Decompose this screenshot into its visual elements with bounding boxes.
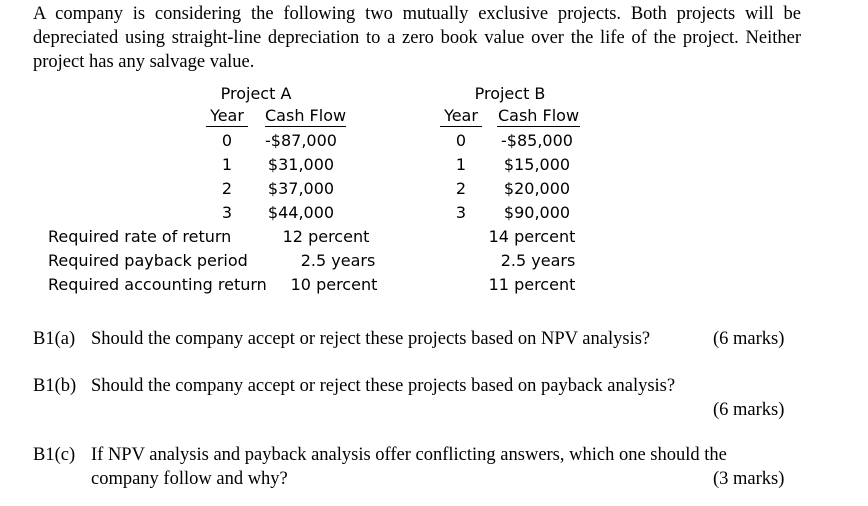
project-a-year-3: 3 (221, 203, 233, 222)
project-b-year-0: 0 (455, 131, 467, 150)
project-a-payback: 2.5 years (300, 251, 376, 270)
question-b-text: Should the company accept or reject these projects based on payback analysis? (91, 376, 676, 396)
question-c-text-line1: If NPV analysis and payback analysis offer conflicting answers, which one should the (91, 445, 727, 465)
project-a-cash-1: $31,000 (267, 155, 335, 174)
question-a-label: B1(a) (33, 329, 76, 349)
project-b-year-1: 1 (455, 155, 467, 174)
project-b-year-2: 2 (455, 179, 467, 198)
project-b-cash-1: $15,000 (503, 155, 571, 174)
project-a-cash-0: -$87,000 (265, 131, 337, 150)
question-c-label: B1(c) (33, 445, 76, 465)
project-b-cash-header: Cash Flow (497, 106, 580, 125)
required-payback-label: Required payback period (48, 251, 248, 270)
project-b-cash-2: $20,000 (503, 179, 571, 198)
project-a-title: Project A (220, 84, 292, 103)
question-c-text-line2: company follow and why? (91, 469, 288, 489)
project-a-cash-header: Cash Flow (265, 106, 347, 125)
project-b-cash-0: -$85,000 (501, 131, 573, 150)
project-b-required-rate: 14 percent (488, 227, 576, 246)
required-accounting-label: Required accounting return (48, 275, 267, 294)
project-a-year-2: 2 (221, 179, 233, 198)
project-b-accounting: 11 percent (488, 275, 576, 294)
intro-paragraph: A company is considering the following two mutually exclusive projects. Both projects will be depreciated using straight-line depreciation to a zero book value over the life of the project. Neither project has any salvage value. (33, 4, 801, 72)
project-b-year-3: 3 (455, 203, 467, 222)
project-a-required-rate: 12 percent (282, 227, 370, 246)
project-a-year-1: 1 (221, 155, 233, 174)
required-rate-label: Required rate of return (48, 227, 232, 246)
project-a-cash-2: $37,000 (267, 179, 335, 198)
question-a-text: Should the company accept or reject these projects based on NPV analysis? (91, 329, 651, 349)
project-a-year-header: Year (206, 105, 248, 127)
project-b-title: Project B (474, 84, 546, 103)
project-b-payback: 2.5 years (500, 251, 576, 270)
question-c-marks: (3 marks) (713, 469, 785, 489)
question-b-label: B1(b) (33, 376, 77, 396)
project-a-year-0: 0 (221, 131, 233, 150)
project-a-accounting: 10 percent (290, 275, 378, 294)
project-b-year-header: Year (440, 105, 482, 127)
question-b-marks: (6 marks) (713, 400, 785, 420)
question-a-marks: (6 marks) (713, 329, 785, 349)
project-a-cash-3: $44,000 (267, 203, 335, 222)
project-b-cash-3: $90,000 (503, 203, 571, 222)
